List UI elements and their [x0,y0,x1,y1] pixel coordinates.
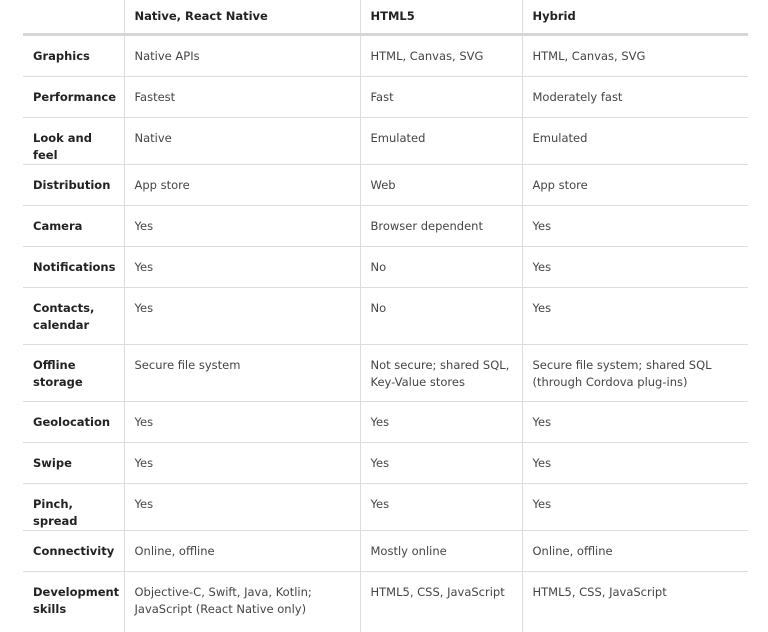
cell-native: Online, offline [124,531,360,572]
cell-native: Yes [124,443,360,484]
comparison-table [23,0,748,632]
cell-html5: Browser dependent [360,206,522,247]
cell-html5: No [360,247,522,288]
table-row [23,206,748,247]
header-hybrid: Hybrid [522,0,748,35]
cell-html5: Mostly online [360,531,522,572]
row-label: Swipe [23,443,124,484]
row-label: Offline storage [23,345,124,402]
cell-hybrid: Yes [522,247,748,288]
cell-html5: Yes [360,402,522,443]
cell-html5: Emulated [360,118,522,165]
cell-hybrid: Online, offline [522,531,748,572]
cell-html5: HTML, Canvas, SVG [360,35,522,77]
cell-native: Objective-C, Swift, Java, Kotlin; JavaScript (React Native only) [124,572,360,632]
cell-native: Yes [124,247,360,288]
cell-hybrid: Yes [522,402,748,443]
cell-html5: HTML5, CSS, JavaScript [360,572,522,632]
cell-native: Secure file system [124,345,360,402]
table-row [23,118,748,165]
row-label: Geolocation [23,402,124,443]
cell-hybrid: App store [522,165,748,206]
header-empty [23,0,124,35]
cell-hybrid: Moderately fast [522,77,748,118]
cell-hybrid: HTML5, CSS, JavaScript [522,572,748,632]
row-label: Contacts, calendar [23,288,124,345]
cell-hybrid: Emulated [522,118,748,165]
cell-native: Yes [124,402,360,443]
header-html5: HTML5 [360,0,522,35]
table-row [23,247,748,288]
header-native: Native, React Native [124,0,360,35]
cell-html5: Yes [360,484,522,531]
row-label: Notifications [23,247,124,288]
header-row [23,0,748,35]
table-row [23,531,748,572]
cell-html5: Yes [360,443,522,484]
row-label: Development skills [23,572,124,632]
cell-hybrid: Secure file system; shared SQL (through Cordova plug-ins) [522,345,748,402]
cell-native: Native [124,118,360,165]
cell-html5: No [360,288,522,345]
cell-html5: Fast [360,77,522,118]
cell-hybrid: Yes [522,443,748,484]
table-row [23,345,748,402]
table-row [23,484,748,531]
cell-native: Native APIs [124,35,360,77]
cell-html5: Web [360,165,522,206]
table-row [23,443,748,484]
table-row [23,572,748,632]
cell-hybrid: Yes [522,206,748,247]
row-label: Pinch, spread [23,484,124,531]
cell-native: Yes [124,288,360,345]
row-label: Graphics [23,35,124,77]
cell-html5: Not secure; shared SQL, Key-Value stores [360,345,522,402]
cell-hybrid: HTML, Canvas, SVG [522,35,748,77]
row-label: Look and feel [23,118,124,165]
row-label: Camera [23,206,124,247]
cell-hybrid: Yes [522,484,748,531]
row-label: Performance [23,77,124,118]
row-label: Connectivity [23,531,124,572]
table-row [23,77,748,118]
table-row [23,288,748,345]
cell-native: Yes [124,206,360,247]
cell-native: Fastest [124,77,360,118]
table-row [23,402,748,443]
table-row [23,35,748,77]
row-label: Distribution [23,165,124,206]
cell-native: Yes [124,484,360,531]
cell-native: App store [124,165,360,206]
cell-hybrid: Yes [522,288,748,345]
table-row [23,165,748,206]
